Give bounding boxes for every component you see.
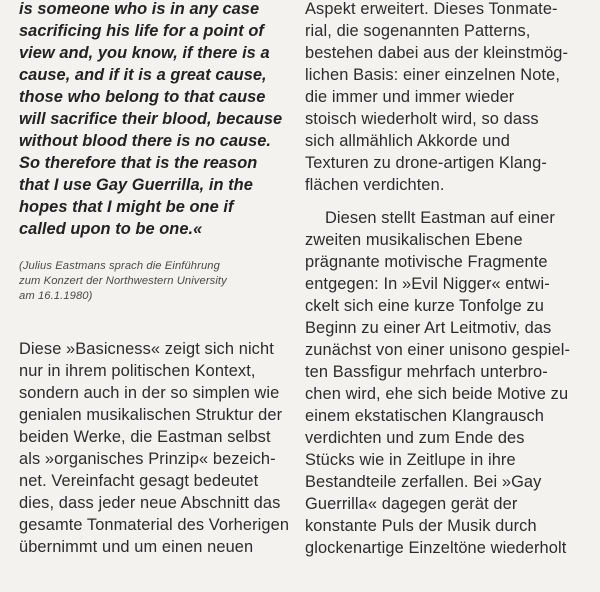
body-line: Texturen zu drone-artigen Klang- bbox=[305, 154, 547, 172]
body-line: verdichten und zum Ende des bbox=[305, 429, 525, 447]
quote-line: those who belong to that cause bbox=[19, 88, 266, 106]
body-line: glockenartige Einzeltöne wiederholt bbox=[305, 539, 567, 557]
body-line: Diese »Basicness« zeigt sich nicht bbox=[19, 340, 274, 358]
body-line: prägnante motivische Fragmente bbox=[305, 253, 548, 271]
quote-line: view and, you know, if there is a bbox=[19, 44, 270, 62]
body-line: sich allmählich Akkorde und bbox=[305, 132, 510, 150]
quote-line: called upon to be one.« bbox=[19, 220, 203, 238]
quote-line: is someone who is in any case bbox=[19, 0, 260, 18]
body-line: net. Vereinfacht gesagt bedeutet bbox=[19, 472, 259, 490]
body-line: entgegen: In »Evil Nigger« entwi- bbox=[305, 275, 550, 293]
body-line: übernimmt und um einen neuen bbox=[19, 538, 254, 556]
body-line: Bestandteile zerfallen. Bei »Gay bbox=[305, 473, 542, 491]
body-line: zunächst von einer unisono gespiel- bbox=[305, 341, 571, 359]
quote-line: will sacrifice their blood, because bbox=[19, 110, 283, 128]
body-line: lichen Basis: einer einzelnen Note, bbox=[305, 66, 560, 84]
body-line: als »organisches Prinzip« bezeich- bbox=[19, 450, 276, 468]
body-line: nur in ihrem politischen Kontext, bbox=[19, 362, 256, 380]
body-line: einem ekstatischen Klangrausch bbox=[305, 407, 544, 425]
body-line: zweiten musikalischen Ebene bbox=[305, 231, 523, 249]
body-line: sondern auch in der so simplen wie bbox=[19, 384, 280, 402]
body-line: Diesen stellt Eastman auf einer bbox=[325, 209, 555, 227]
body-line: flächen verdichten. bbox=[305, 176, 445, 194]
body-line: ckelt sich eine kurze Tonfolge zu bbox=[305, 297, 544, 315]
quote-line: cause, and if it is a great cause, bbox=[19, 66, 267, 84]
body-line: Stücks wie in Zeitlupe in ihre bbox=[305, 451, 516, 469]
body-line: die immer und immer wieder bbox=[305, 88, 515, 106]
body-line: beiden Werke, die Eastman selbst bbox=[19, 428, 271, 446]
quote-line: that I use Gay Guerrilla, in the bbox=[19, 176, 253, 194]
caption-line: (Julius Eastmans sprach die Einführung bbox=[19, 260, 220, 272]
quote-line: hopes that I might be one if bbox=[19, 198, 234, 216]
body-line: chen wird, ehe sich beide Motive zu bbox=[305, 385, 569, 403]
body-line: bestehen dabei aus der kleinstmög- bbox=[305, 44, 569, 62]
body-line: Guerrilla« dagegen gerät der bbox=[305, 495, 518, 513]
caption-line: am 16.1.1980) bbox=[19, 290, 93, 302]
body-line: rial, die sogenannten Patterns, bbox=[305, 22, 531, 40]
quote-line: So therefore that is the reason bbox=[19, 154, 258, 172]
quote-line: without blood there is no cause. bbox=[19, 132, 272, 150]
body-line: Aspekt erweitert. Dieses Tonmate- bbox=[305, 0, 558, 18]
caption-line: zum Konzert der Northwestern University bbox=[19, 275, 227, 287]
body-line: gesamte Tonmaterial des Vorherigen bbox=[19, 516, 290, 534]
body-line: Beginn zu einer Art Leitmotiv, das bbox=[305, 319, 552, 337]
body-line: dies, dass jeder neue Abschnitt das bbox=[19, 494, 281, 512]
body-line: konstante Puls der Musik durch bbox=[305, 517, 537, 535]
quote-line: sacrificing his life for a point of bbox=[19, 22, 264, 40]
body-line: ten Bassfigur mehrfach unterbro- bbox=[305, 363, 548, 381]
body-line: genialen musikalischen Struktur der bbox=[19, 406, 283, 424]
body-line: stoisch wiederholt wird, so dass bbox=[305, 110, 539, 128]
